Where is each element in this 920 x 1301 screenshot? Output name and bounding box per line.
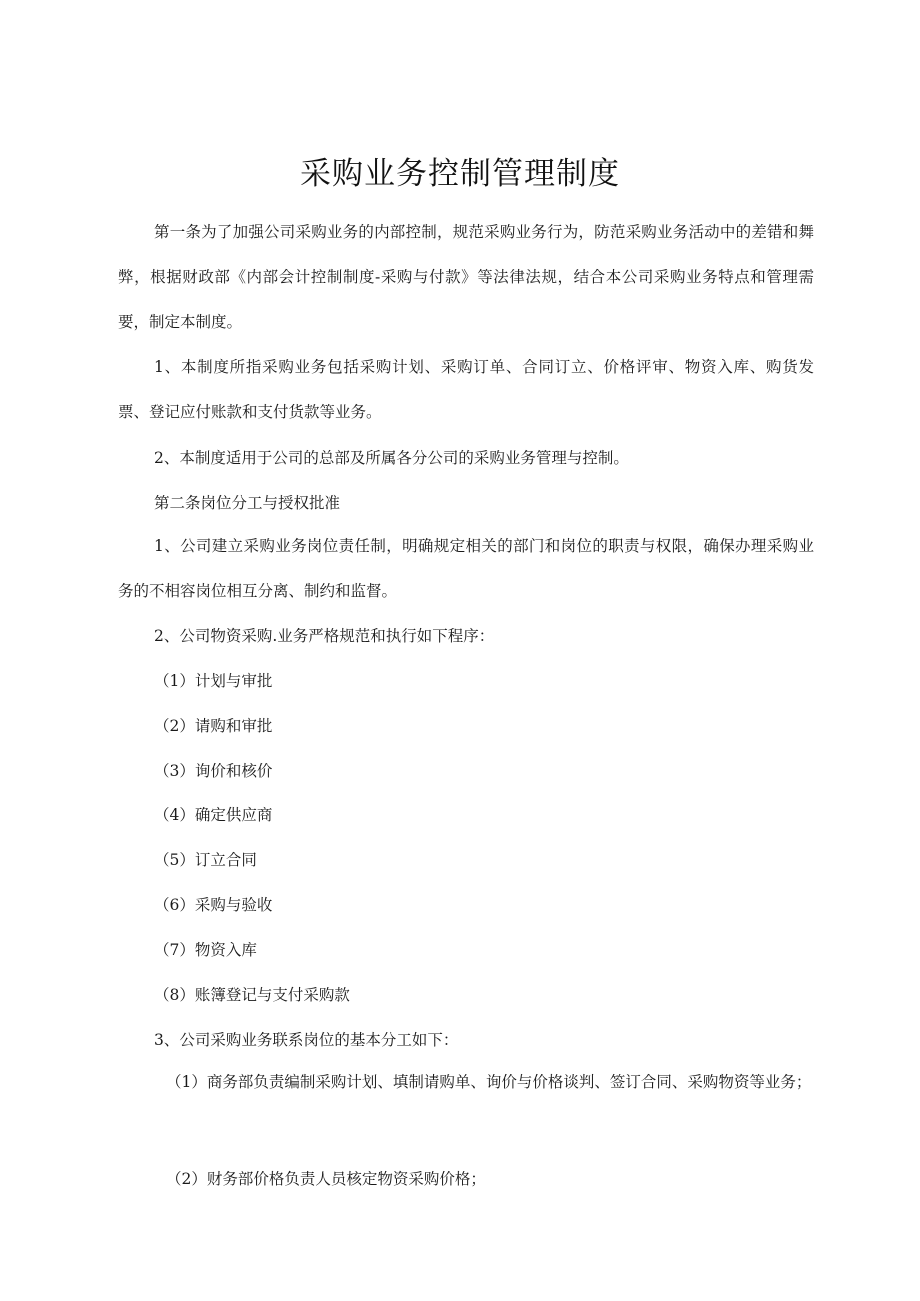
article-1-item-2: 2、本制度适用于公司的总部及所属各分公司的采购业务管理与控制。 — [154, 449, 629, 467]
article-2-heading: 第二条岗位分工与授权批准 — [154, 494, 341, 512]
document-title: 采购业务控制管理制度 — [300, 156, 620, 192]
article-2-item-1: 1、公司建立采购业务岗位责任制，明确规定相关的部门和岗位的职责与权限，确保办理采购业务的不相容岗位相互分离、制约和监督。 — [118, 537, 814, 600]
procedure-step-3: （3）询价和核价 — [154, 762, 273, 780]
procedure-step-8: （8）账簿登记与支付采购款 — [154, 986, 350, 1004]
procedure-step-2: （2）请购和审批 — [154, 717, 273, 735]
procedure-step-1: （1）计划与审批 — [154, 672, 273, 690]
procedure-step-4: （4）确定供应商 — [154, 806, 273, 824]
duty-2: （2）财务部价格负责人员核定物资采购价格； — [166, 1170, 486, 1188]
article-1-intro: 第一条为了加强公司采购业务的内部控制，规范采购业务行为，防范采购业务活动中的差错和舞弊，根据财政部《内部会计控制制度-采购与付款》等法律法规，结合本公司采购业务特点和管理需要，制定本制度。 — [118, 223, 814, 331]
procedure-step-7: （7）物资入库 — [154, 941, 257, 959]
article-2-item-3: 3、公司采购业务联系岗位的基本分工如下： — [154, 1031, 459, 1049]
article-1-item-1: 1、本制度所指采购业务包括采购计划、采购订单、合同订立、价格评审、物资入库、购货发票、登记应付账款和支付货款等业务。 — [118, 358, 814, 421]
procedure-step-5: （5）订立合同 — [154, 851, 257, 869]
article-2-item-2: 2、公司物资采购.业务严格规范和执行如下程序： — [154, 627, 495, 645]
procedure-step-6: （6）采购与验收 — [154, 896, 273, 914]
duty-1: （1）商务部负责编制采购计划、填制请购单、询价与价格谈判、签订合同、采购物资等业务； — [166, 1073, 812, 1091]
